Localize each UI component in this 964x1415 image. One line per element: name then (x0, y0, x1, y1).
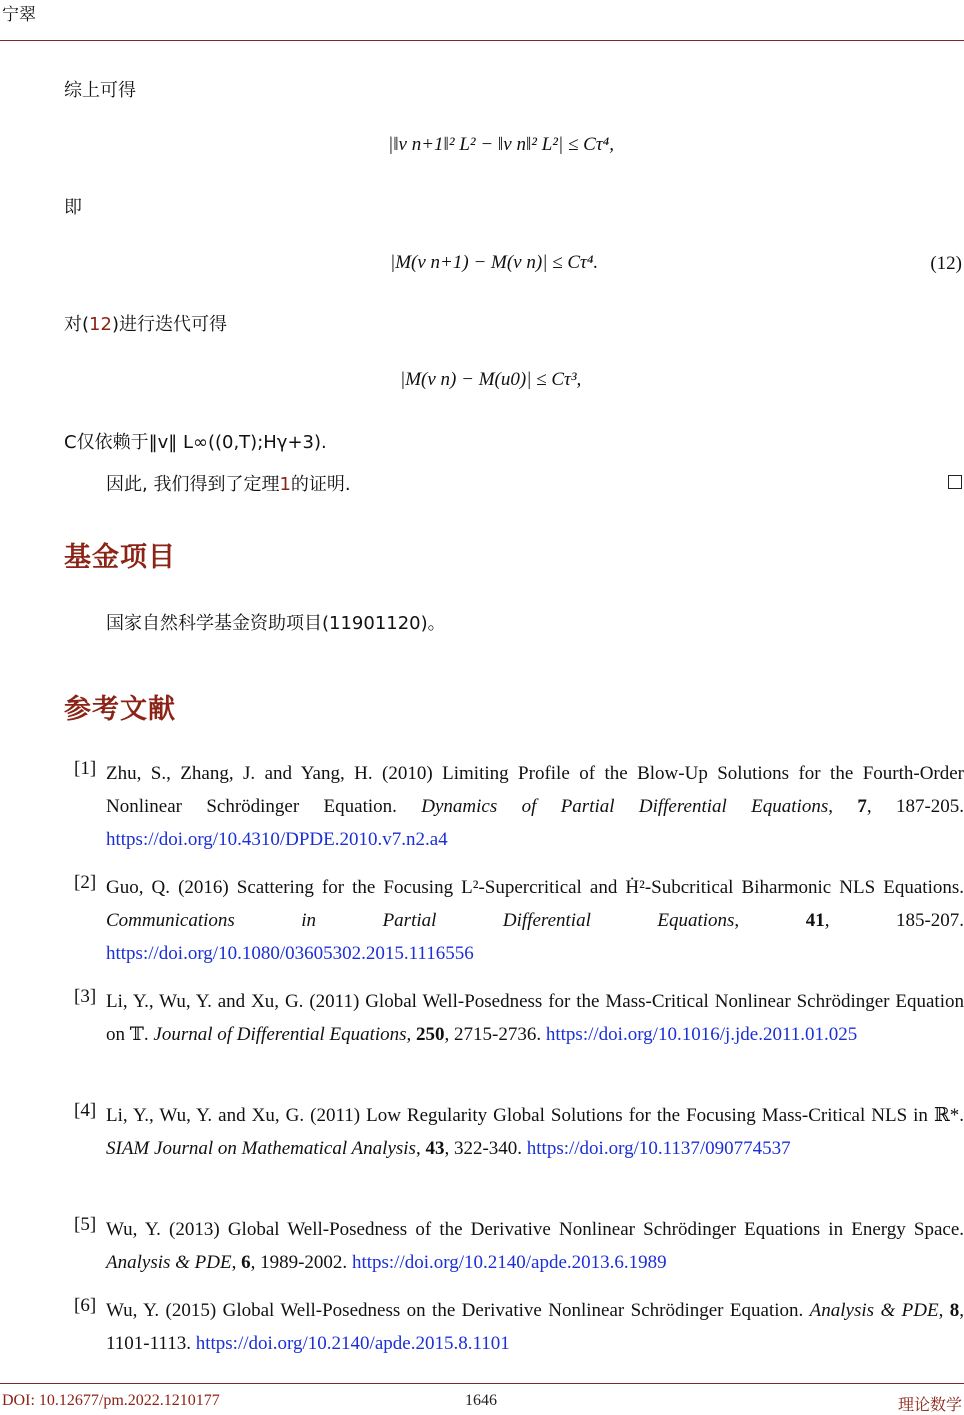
reference-journal: Dynamics of Partial Differential Equations (421, 796, 829, 817)
reference-pages: , 322-340. (444, 1138, 527, 1159)
footer-journal-name: 理论数学 (897, 1395, 962, 1414)
reference-volume: 43 (425, 1138, 445, 1159)
reference-volume: 7 (857, 796, 867, 817)
footer-doi[interactable]: DOI: 10.12677/pm.2022.1210177 (2, 1392, 220, 1409)
footer-rule (0, 1383, 964, 1384)
reference-comma: , (828, 796, 858, 817)
ji-text: 即 (64, 197, 82, 218)
reference-volume: 6 (241, 1252, 251, 1273)
reference-journal: Communications in Partial Differential Equations (106, 910, 735, 931)
equation-ref-link[interactable]: 12 (89, 314, 112, 335)
reference-text: Wu, Y. (2015) Global Well-Posedness on the Derivative Nonlinear Schrödinger Equation. (106, 1300, 810, 1321)
reference-journal: Analysis & PDE (809, 1300, 939, 1321)
reference-journal: Journal of Differential Equations (153, 1024, 407, 1045)
reference-comma: , (734, 910, 806, 931)
reference-entry (106, 1294, 964, 1360)
reference-pages: , 1101-1113. (106, 1300, 964, 1354)
reference-doi-link[interactable]: https://doi.org/10.2140/apde.2015.8.1101 (195, 1333, 510, 1354)
theorem-ref-link[interactable]: 1 (279, 474, 291, 495)
iterate-text (64, 310, 227, 336)
funding-heading: 基金项目 (64, 542, 176, 573)
reference-volume: 250 (416, 1024, 445, 1045)
reference-number: [2] (74, 872, 97, 893)
reference-number: [5] (74, 1214, 97, 1235)
reference-comma: , (406, 1024, 417, 1045)
reference-doi-link[interactable]: https://doi.org/10.2140/apde.2013.6.1989 (351, 1252, 667, 1273)
reference-volume: 41 (805, 910, 825, 931)
page-number: 1646 (465, 1392, 497, 1409)
reference-entry (106, 1213, 964, 1279)
proof-suffix: 的证明. (290, 474, 351, 495)
reference-entry (106, 757, 964, 856)
reference-number: [3] (74, 986, 97, 1007)
reference-entry (106, 985, 964, 1051)
proof-prefix: 因此, 我们得到了定理 (106, 474, 280, 495)
reference-comma: , (415, 1138, 426, 1159)
reference-number: [4] (74, 1100, 97, 1121)
reference-comma: , (938, 1300, 950, 1321)
reference-doi-link[interactable]: https://doi.org/10.1080/03605302.2015.1116556 (106, 943, 474, 964)
reference-comma: , (231, 1252, 242, 1273)
reference-doi-link[interactable]: https://doi.org/10.1137/090774537 (526, 1138, 791, 1159)
equation-l2-norm: |‖v n+1‖² L² − ‖v n‖² L²| ≤ Cτ⁴, (388, 134, 614, 155)
reference-text: Li, Y., Wu, Y. and Xu, G. (2011) Low Regularity Global Solutions for the Focusing Mass-Critical NLS in ℝ*. (106, 1105, 964, 1126)
equation-mass-bound: |M(v n) − M(u0)| ≤ Cτ³, (400, 369, 582, 390)
reference-journal: Analysis & PDE (106, 1252, 232, 1273)
reference-text: Wu, Y. (2013) Global Well-Posedness of the Derivative Nonlinear Schrödinger Equations in Energy Space. (106, 1219, 964, 1240)
conclude-text: 综上可得 (64, 80, 136, 101)
reference-doi-link[interactable]: https://doi.org/10.1016/j.jde.2011.01.025 (545, 1024, 858, 1045)
dependency-text: C仅依赖于‖v‖ L∞((0,T);Hγ+3). (64, 432, 327, 453)
reference-volume: 8 (949, 1300, 960, 1321)
equation-12: |M(v n+1) − M(v n)| ≤ Cτ⁴. (390, 252, 599, 273)
iterate-prefix: 对( (64, 314, 90, 335)
reference-text: Li, Y., Wu, Y. and Xu, G. (2011) Global Well-Posedness for the Mass-Critical Nonlinear Schrödinger Equation on 𝕋. (106, 991, 964, 1045)
reference-text: Zhu, S., Zhang, J. and Yang, H. (2010) Limiting Profile of the Blow-Up Solutions for the Fourth-Order Nonlinear Schrödinger Equation. (106, 763, 964, 817)
reference-doi-link[interactable]: https://doi.org/10.4310/DPDE.2010.v7.n2.a4 (106, 829, 448, 850)
reference-text: Guo, Q. (2016) Scattering for the Focusing L²-Supercritical and Ḣ²-Subcritical Biharmonic NLS Equations. (106, 877, 964, 898)
equation-number-12: (12) (930, 253, 962, 274)
reference-journal: SIAM Journal on Mathematical Analysis (106, 1138, 416, 1159)
reference-number: [6] (74, 1295, 97, 1316)
qed-square-icon (948, 475, 962, 489)
reference-entry (106, 1099, 964, 1165)
running-header-author: 宁翠 (2, 5, 36, 25)
reference-pages: , 185-207. (824, 910, 964, 931)
reference-number: [1] (74, 758, 97, 779)
proof-conclusion (106, 470, 351, 496)
funding-text: 国家自然科学基金资助项目(11901120)。 (106, 613, 446, 634)
reference-pages: , 187-205. (866, 796, 964, 817)
references-heading: 参考文献 (64, 694, 176, 725)
reference-pages: , 2715-2736. (444, 1024, 546, 1045)
iterate-suffix: )进行迭代可得 (111, 314, 227, 335)
reference-entry (106, 871, 964, 970)
reference-pages: , 1989-2002. (250, 1252, 352, 1273)
header-rule (0, 40, 964, 41)
